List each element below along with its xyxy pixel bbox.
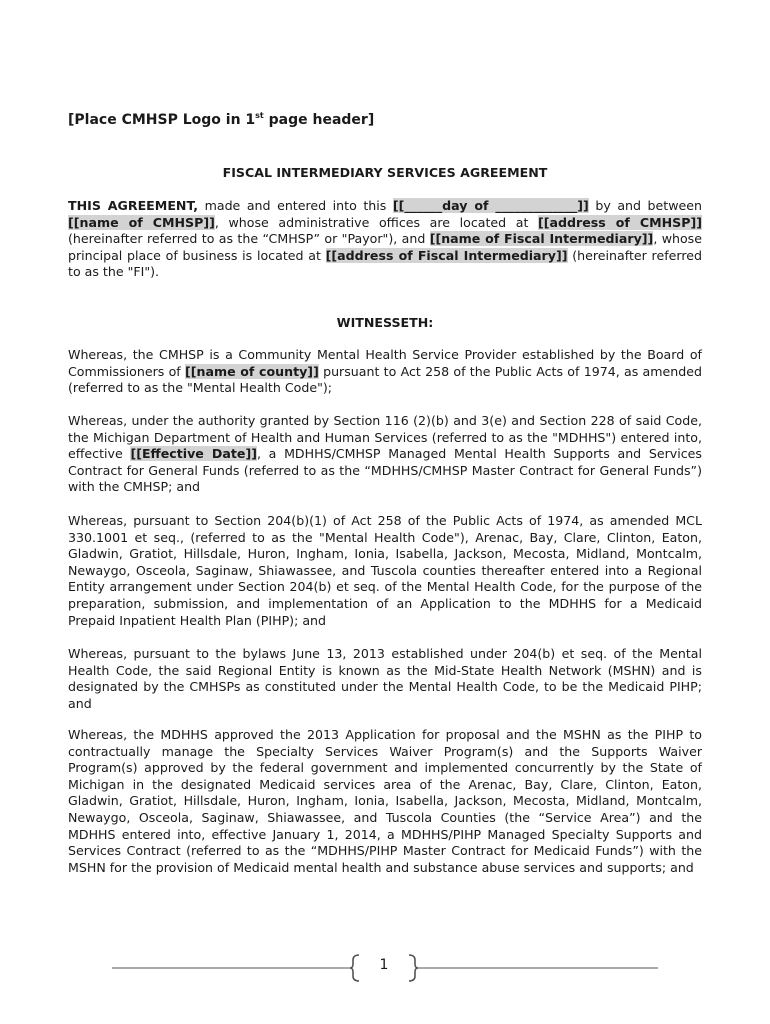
whereas-paragraph-2: Whereas, under the authority granted by Section 116 (2)(b) and 3(e) and Section 228 of said Code, the Michigan Department of Health and Human Services (referred to as the "MDHHS") entered into, effective [[Effective Date]], a MDHHS/CMHSP Managed Mental Health Supports and Services Contract for General Funds (referred to as the “MDHHS/CMHSP Master Contract for General Funds”) with the CMHSP; and (68, 413, 702, 495)
logo-placeholder (68, 112, 374, 129)
whereas-paragraph-4: Whereas, pursuant to the bylaws June 13, 2013 established under 204(b) et seq. of the Mental Health Code, the said Regional Entity is known as the Mid-State Health Network (MSHN) and is designated by the CMHSPs as constituted under the Mental Health Code, to be the Medicaid PIHP; and (68, 646, 702, 711)
field-fi-name: [[name of Fiscal Intermediary]] (429, 231, 654, 247)
intro-paragraph: THIS AGREEMENT, made and entered into this [[______day of _____________]] by and between [[name of CMHSP]], whose administrative offices are located at [[address of CMHSP]] (hereinafter referred to as the “CMHSP” or "Payor"), and [[name of Fiscal Intermediary]], whose principal place of business is located at [[address of Fiscal Intermediary]] (hereinafter referred to as the "FI"). (68, 198, 703, 280)
whereas-paragraph-5: Whereas, the MDHHS approved the 2013 Application for proposal and the MSHN as the PIHP to contractually manage the Specialty Services Waiver Program(s) and the Supports Waiver Program(s) approved by the federal government and implemented concurrently by the State of Michigan in the designated Medicaid services area of the Arenac, Bay, Clare, Clinton, Eaton, Gladwin, Gratiot, Hillsdale, Huron, Ingham, Ionia, Isabella, Jackson, Mecosta, Midland, Montcalm, Newaygo, Osceola, Saginaw, Shiawassee, and Tuscola Counties (the “Service Area”) and the MDHHS entered into, effective January 1, 2014, a MDHHS/PIHP Managed Specialty Supports and Services Contract (referred to as the “MDHHS/PIHP Master Contract for Medicaid Funds”) with the MSHN for the provision of Medicaid mental health and substance abuse services and supports; and (68, 727, 702, 875)
whereas-paragraph-3: Whereas, pursuant to Section 204(b)(1) of Act 258 of the Public Acts of 1974, as amended MCL 330.1001 et seq., (referred to as the "Mental Health Code"), Arenac, Bay, Clare, Clinton, Eaton, Gladwin, Gratiot, Hillsdale, Huron, Ingham, Ionia, Isabella, Jackson, Mecosta, Midland, Montcalm, Newaygo, Osceola, Saginaw, Shiawassee, and Tuscola counties thereafter entered into a Regional Entity arrangement under Section 204(b) et seq. of the Mental Health Code, for the purpose of the preparation, submission, and implementation of an Application to the MDHHS for a Medicaid Prepaid Inpatient Health Plan (PIHP); and (68, 513, 702, 628)
intro-lead: THIS AGREEMENT, (68, 198, 199, 213)
logo-placeholder-superscript: st (255, 111, 264, 120)
agreement-title: FISCAL INTERMEDIARY SERVICES AGREEMENT (222, 165, 548, 180)
field-date: [[______day of _____________]] (392, 198, 589, 213)
page-footer (0, 952, 770, 982)
witnesseth-heading: WITNESSETH: (336, 315, 434, 330)
whereas-paragraph-1: Whereas, the CMHSP is a Community Mental Health Service Provider established by the Board of Commissioners of [[name of county]] pursuant to Act 258 of the Public Acts of 1974, as amended (referred to as the "Mental Health Code"); (68, 347, 702, 396)
logo-placeholder-text-end: page header] (263, 112, 375, 128)
field-fi-address: [[address of Fiscal Intermediary]] (325, 247, 568, 263)
field-cmhsp-name: [[name of CMHSP]] (68, 214, 215, 230)
page-number: 1 (379, 957, 389, 973)
field-county-name: [[name of county]] (184, 363, 319, 379)
logo-placeholder-text: [Place CMHSP Logo in 1 (68, 112, 256, 128)
field-cmhsp-address: [[address of CMHSP]] (538, 214, 702, 230)
field-effective-date: [[Effective Date]] (130, 446, 257, 462)
